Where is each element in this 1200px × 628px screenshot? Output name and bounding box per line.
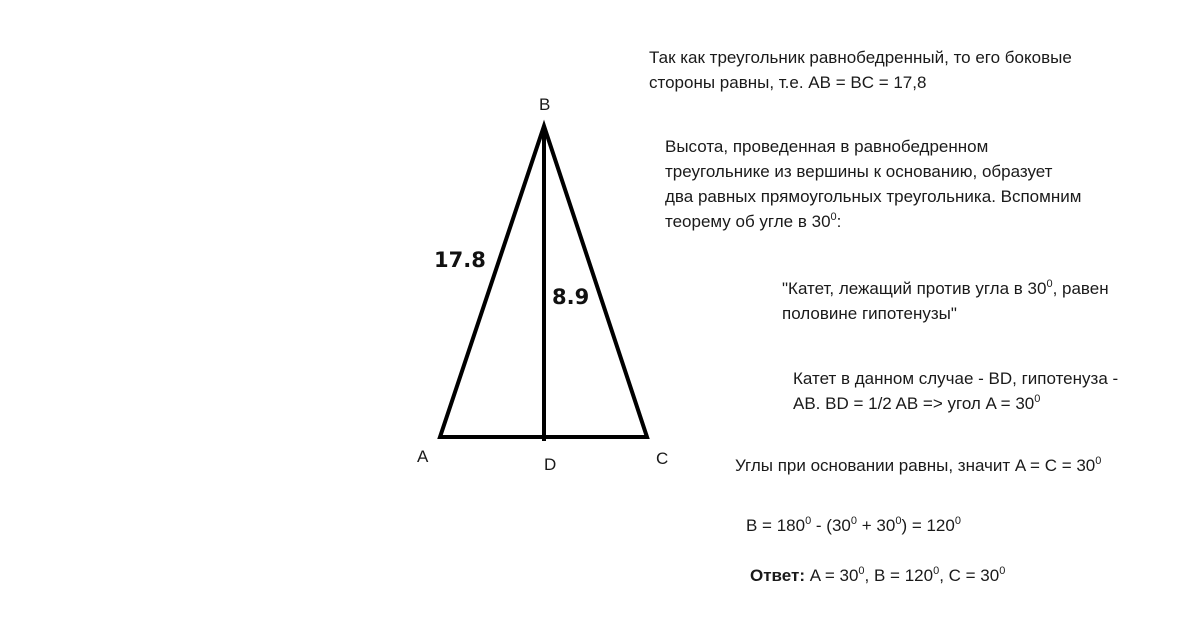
text-run: AB. BD = 1/2 AB => угол A = 30: [793, 394, 1035, 413]
degree-mark: 0: [1095, 455, 1102, 467]
text-run: + 30: [857, 516, 896, 535]
paragraph-height: [665, 134, 1081, 234]
text-line: [793, 391, 1118, 416]
side-ab-length-label: 17.8: [434, 248, 486, 272]
text-run: ) = 120: [901, 516, 955, 535]
degree-mark: 0: [1034, 393, 1041, 405]
text-run: "Катет, лежащий против угла в 30: [782, 279, 1047, 298]
theorem-quote: [782, 276, 1109, 326]
text-run: - (30: [811, 516, 851, 535]
degree-mark: 0: [895, 515, 902, 527]
text-line: стороны равны, т.е. AB = BC = 17,8: [649, 73, 927, 92]
text-run: Углы при основании равны, значит A = C = 30: [735, 456, 1096, 475]
vertex-d-label: D: [544, 455, 557, 474]
degree-mark: 0: [1046, 278, 1053, 290]
text-run: A = 30: [805, 566, 859, 585]
text-line: [665, 209, 1081, 234]
text-line: Катет в данном случае - BD, гипотенуза -: [793, 369, 1119, 388]
paragraph-base-angles: [735, 453, 1101, 478]
degree-mark: 0: [954, 515, 961, 527]
text-run: теорему об угле в 30: [665, 212, 831, 231]
equation-angle-b: [746, 513, 961, 538]
degree-mark: 0: [933, 565, 940, 577]
vertex-a-label: A: [417, 447, 429, 466]
vertex-c-label: C: [656, 449, 669, 468]
text-line: Так как треугольник равнобедренный, то его боковые: [649, 48, 1072, 67]
paragraph-isosceles: [649, 45, 1072, 95]
text-line: треугольнике из вершины к основанию, образует: [665, 162, 1053, 181]
degree-mark: 0: [858, 565, 865, 577]
text-line: половине гипотенузы": [782, 304, 957, 323]
degree-mark: 0: [805, 515, 812, 527]
vertex-b-label: B: [539, 95, 551, 114]
text-run: , B = 120: [864, 566, 934, 585]
degree-mark: 0: [999, 565, 1006, 577]
text-line: два равных прямоугольных треугольника. Вспомним: [665, 187, 1082, 206]
text-line: [782, 276, 1109, 301]
text-run: :: [836, 212, 842, 231]
answer-line: [750, 563, 1005, 588]
height-bd-length-label: 8.9: [552, 285, 590, 309]
answer-label: Ответ:: [750, 566, 805, 585]
degree-mark: 0: [850, 515, 858, 527]
degree-mark: 0: [830, 211, 837, 223]
text-run: , C = 30: [939, 566, 1000, 585]
text-run: , равен: [1052, 279, 1109, 298]
text-line: Высота, проведенная в равнобедренном: [665, 137, 989, 156]
paragraph-leg-hypotenuse: [793, 366, 1118, 416]
text-run: B = 180: [746, 516, 806, 535]
